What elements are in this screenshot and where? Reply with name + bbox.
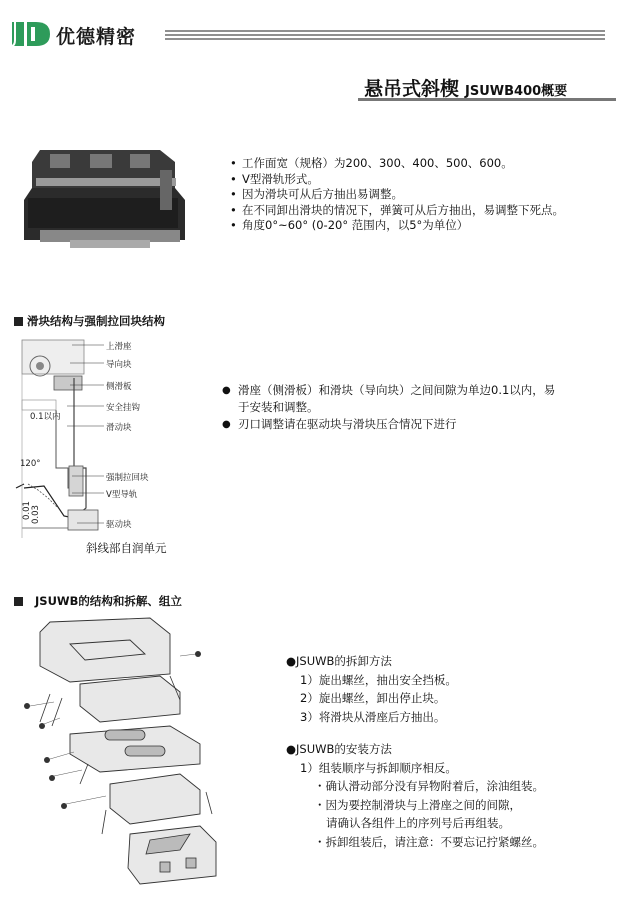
suspended-cam-photo (10, 140, 195, 252)
overview-bullets (230, 156, 590, 234)
title-model: JSUWB400概要 (465, 84, 568, 99)
list-item: 请确认各组件上的序列号后再组装。 (326, 816, 510, 830)
list-item: 3）将滑块从滑座后方抽出。 (300, 709, 446, 724)
list-item: ・拆卸组装后，请注意：不要忘记拧紧螺丝。 (314, 834, 544, 849)
diagram-caption: 斜线部自润单元 (86, 541, 167, 555)
label-return-block: 强制拉回块 (106, 473, 149, 483)
disassembly-procedure (286, 652, 457, 726)
section-heading-slider (14, 313, 165, 329)
list-item: 2）旋出螺丝，卸出停止块。 (300, 691, 446, 705)
section-heading-text: 滑块结构与强制拉回块结构 (27, 314, 165, 328)
dim-vertical-1: 0.01 (22, 501, 32, 520)
list-item: ・确认滑动部分没有异物附着后，涂油组装。 (314, 779, 544, 793)
list-item: • 角度0°~60° (0-20° 范围内，以5°为单位） (230, 218, 590, 234)
assembly-title: ●JSUWB的安装方法 (286, 742, 392, 756)
label-upper-slide-seat: 上滑座 (106, 342, 132, 352)
list-item: • 在不同卸出滑块的情况下，弹簧可从后方抽出，易调整下死点。 (230, 203, 590, 219)
label-safety-hook: 安全挂钩 (106, 403, 141, 413)
page-title (364, 74, 567, 101)
list-item: 1）旋出螺丝，抽出安全挡板。 (300, 672, 457, 687)
label-v-rail: V型导轨 (106, 490, 138, 500)
list-item: • V型滑轨形式。 (230, 172, 590, 188)
square-bullet-icon (14, 597, 23, 606)
list-item: • 工作面宽（规格）为200、300、400、500、600。 (230, 156, 590, 172)
assembly-procedure (286, 740, 544, 851)
title-main: 悬吊式斜楔 (364, 78, 460, 100)
callout-leader-lines (62, 340, 107, 530)
square-bullet-icon (14, 317, 23, 326)
section-heading-text: JSUWB的结构和拆解、组立 (35, 594, 182, 608)
label-driver-block: 驱动块 (106, 520, 132, 530)
label-side-slide-plate: 侧滑板 (106, 382, 132, 392)
list-item: • 因为滑块可从后方抽出易调整。 (230, 187, 590, 203)
exploded-view-diagram (10, 614, 230, 898)
list-item: ・因为要控制滑块与上滑座之间的间隙， (314, 797, 521, 812)
dim-gap-label: 0.1以内 (30, 412, 61, 422)
list-item: 1）组装顺序与拆卸顺序相反。 (300, 760, 457, 775)
header-rule (165, 30, 605, 42)
list-item: ● 刃口调整请在驱动块与滑块压合情况下进行 (222, 416, 562, 433)
label-slider: 滑动块 (106, 423, 132, 433)
dim-vertical-2: 0.03 (31, 505, 41, 524)
slider-notes (222, 382, 562, 433)
label-guide-block: 导向块 (106, 360, 132, 370)
disassembly-title: ●JSUWB的拆卸方法 (286, 654, 392, 668)
angle-label: 120° (20, 459, 41, 469)
list-item: ● 滑座（侧滑板）和滑块（导向块）之间间隙为单边0.1以内，易于安装和调整。 (222, 382, 562, 416)
brand-name: 优德精密 (56, 26, 137, 48)
section-heading-assembly (14, 593, 182, 609)
brand-logo (12, 20, 52, 48)
